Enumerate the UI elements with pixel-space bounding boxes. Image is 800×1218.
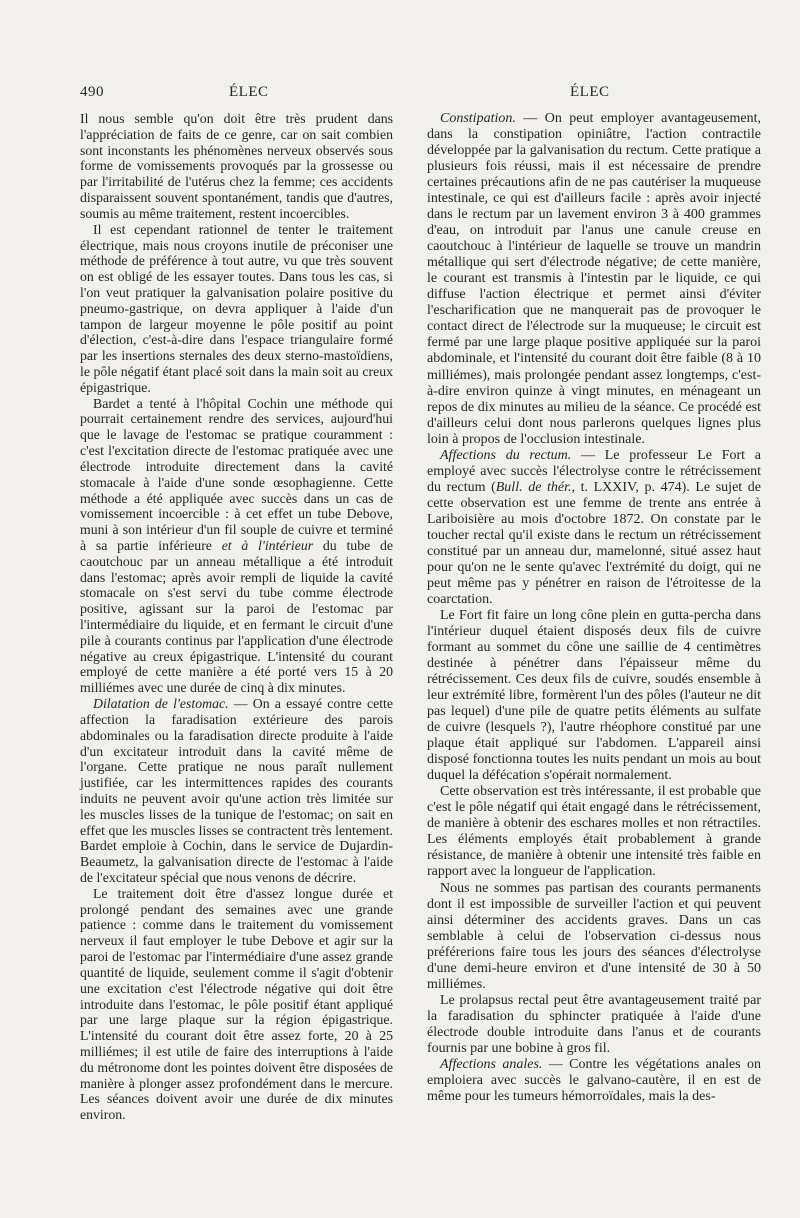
paragraph-text: Bardet a tenté à l'hôpital Cochin une méthode qui pourrait certainement rendre des services, aujourd'hui que le lavage de l'estomac se pratique couramment : c'est l'excitation directe de l'estomac pratiquée avec une électrode introduite directement dans la cavité stomacale à l'aide d'une sonde œsophagienne. Cette méthode a été appliquée avec succès dans un cas de vomissement incoercible : à cet effet un tube Debove, muni à son intérieur d'un fil souple de cuivre et terminé à sa partie inférieure — [80, 395, 393, 553]
paragraph: Le Fort fit faire un long cône plein en gutta-percha dans l'intérieur duquel étaient disposés deux fils de cuivre formant au sommet du cône une saillie de 4 centimètres destinée à pénétrer dans l'épaisseur même du rétrécissement. Ces deux fils de cuivre, soudés ensemble à leur extrémité libre, formèrent l'un des pôles (l'auteur ne dit pas lequel) d'une pile de quatre petits éléments au sulfate de cuivre (lesquels ?), l'autre rhéophore constitué par une plaque était appliqué sur l'abdomen. L'appareil ainsi disposé fonctionna toutes les nuits pendant un mois au bout duquel la défécation s'opérait normalement. — [427, 607, 761, 784]
paragraph — [80, 696, 393, 886]
section-heading: Affections du rectum. — [440, 447, 572, 463]
page-number: 490 — [80, 84, 104, 100]
right-column — [427, 111, 761, 1105]
left-column — [80, 111, 393, 1123]
running-title-right: ÉLEC — [570, 84, 610, 100]
citation: Bull. de thér. — [495, 479, 572, 495]
paragraph-text: — On peut employer avantageusement, dans la constipation opiniâtre, l'action contractile développée par la galvanisation du rectum. Cette pratique a plusieurs fois réussi, mais il est nécessaire de prendre certaines précautions afin de ne pas cautériser la muqueuse intestinale, ce qui est d'ailleurs facile : après avoir injecté dans le rectum par un lavement environ 3 à 400 grammes d'eau, on introduit par l'anus une canule creuse en caoutchouc à l'intérieur de laquelle se trouve un mandrin métallique qui sert d'électrode négative; de cette manière, le courant est transmis à l'intestin par le liquide, ce qui diffuse l'action électrique et permet ainsi d'éviter l'escharification que ne manquerait pas de provoquer le contact direct de l'électrode sur la muqueuse; le circuit est fermé par une large plaque positive appliquée sur la paroi abdominale, et l'intensité du courant doit être faible (8 à 10 milliémes), mais prolongée pendant assez longtemps, c'est-à-dire environ quinze à vingt minutes, en ménageant un repos de dix minutes au milieu de la séance. Ce procédé est d'ailleurs celui dont nous parlerons quelques lignes plus loin à propos de l'occlusion intestinale. — [427, 111, 762, 447]
paragraph — [427, 111, 761, 448]
paragraph: Le prolapsus rectal peut être avantageusement traité par la faradisation du sphincter pratiquée à l'aide d'une électrode double introduite dans l'anus et de courants fournis par une bobine à gros fil. — [427, 992, 761, 1056]
paragraph — [80, 396, 393, 696]
italic-phrase: et à l'intérieur — [221, 537, 314, 553]
paragraph-text: du tube de caoutchouc par un anneau métallique a été introduit dans l'estomac; après avoir rempli de liquide la cavité stomacale on s'est servi du tube comme électrode positive, agissant sur la paroi de l'estomac par l'intermédiaire du liquide, et en fermant le circuit d'une pile à courants continus par l'application d'une électrode négative au creux épigastrique. L'intensité du courant employé de cette manière a été porté vers 15 à 20 milliémes avec une durée de cinq à dix minutes. — [80, 537, 393, 696]
paragraph-text: — Contre les végétations anales on emploiera avec succès le galvano-cautère, il en est de même pour les tumeurs hémorroïdales, mais la des- — [427, 1056, 761, 1104]
paragraph-text: , t. LXXIV, p. 474). Le sujet de cette observation est une femme de trente ans entrée à Lariboisière au mois d'octobre 1872. On constate par le toucher rectal qu'il existe dans le rectum un rétrécissement constitué par un anneau dur, mamelonné, situé assez haut pour qu'on ne le sente qu'avec l'extrémité du doigt, qui ne peut même pas y pénétrer en raison de l'étroitesse de la coarctation. — [427, 479, 761, 607]
paragraph-text: — On a essayé contre cette affection la faradisation extérieure des parois abdominales ou la faradisation directe produite à l'aide d'un excitateur introduit dans la cavité même de l'organe. Cette pratique ne nous paraît nullement justifiée, car les intermittences rapides des courants induits ne peuvent avoir qu'une action très limitée sur les muscles lisses de la tunique de l'estomac; on sait en effet que les muscles lisses se contractent très lentement. Bardet emploie à Cochin, dans le service de Dujardin-Beaumetz, la galvanisation directe de l'estomac à l'aide de l'excitateur spécial que nous venons de décrire. — [80, 696, 394, 885]
running-header — [0, 84, 800, 108]
paragraph: Nous ne sommes pas partisan des courants permanents dont il est impossible de surveiller l'action et qui peuvent ainsi déterminer des accidents graves. Dans un cas semblable à celui de l'observation ci-dessus nous préférerions faire tous les jours des séances d'électrolyse d'une demi-heure environ et d'une intensité de 30 à 50 milliémes. — [427, 880, 761, 992]
paragraph — [427, 448, 761, 608]
paragraph: Il est cependant rationnel de tenter le traitement électrique, mais nous croyons inutile de préconiser une méthode de préférence à tout autre, vu que très souvent on est obligé de les essayer toutes. Dans tous les cas, si l'on veut pratiquer la galvanisation polaire positive du pneumo-gastrique, on devra appliquer à l'aide d'un tampon de largeur moyenne le pôle positif au point d'élection, c'est-à-dire dans l'espace triangulaire formé par les insertions sternales des deux sterno-mastoïdiens, le pôle négatif étant placé soit dans la main soit au creux épigastrique. — [80, 221, 393, 395]
section-heading: Affections anales. — [440, 1056, 543, 1072]
paragraph: Cette observation est très intéressante, il est probable que c'est le pôle négatif qui était engagé dans le rétrécissement, de manière à obtenir des eschares molles et non rétractiles. Les éléments employés était probablement à grande résistance, de manière à obtenir une intensité très faible en rapport avec la longueur de l'application. — [427, 784, 761, 880]
section-heading: Dilatation de l'estomac. — [93, 696, 229, 712]
section-heading: Constipation. — [440, 111, 516, 126]
paragraph-text: — Le professeur Le Fort a employé avec succès l'électrolyse contre le rétrécissement du rectum ( — [427, 447, 761, 495]
paragraph: Le traitement doit être d'assez longue durée et prolongé pendant des semaines avec une grande patience : comme dans le traitement du vomissement nerveux il faut employer le tube Debove et agir sur la paroi de l'estomac par l'intermédiaire d'une assez grande quantité de liquide, seulement comme il s'agit d'obtenir une excitation c'est l'électrode négative qui doit être introduite dans l'estomac, le pôle positif étant appliqué par une large plaque sur la région épigastrique. L'intensité du courant doit être assez forte, 20 à 25 milliémes; il est utile de faire des interruptions à l'aide du métronome dont les pointes doivent être disposées de manière à plonger assez profondément dans le mercure. Les séances doivent avoir une durée de dix minutes environ. — [80, 885, 393, 1123]
paragraph: Il nous semble qu'on doit être très prudent dans l'appréciation de faits de ce genre, car on sait combien sont inconstants les phénomènes nerveux observés sous forme de vomissements provoqués par la grossesse ou par l'irritabilité de l'utérus chez la femme; ces accidents disparaissent souvent spontanément, tandis que d'autres, soumis au même traitement, restent incoercibles. — [80, 111, 393, 221]
paragraph — [427, 1057, 761, 1105]
running-title-left: ÉLEC — [229, 84, 269, 100]
